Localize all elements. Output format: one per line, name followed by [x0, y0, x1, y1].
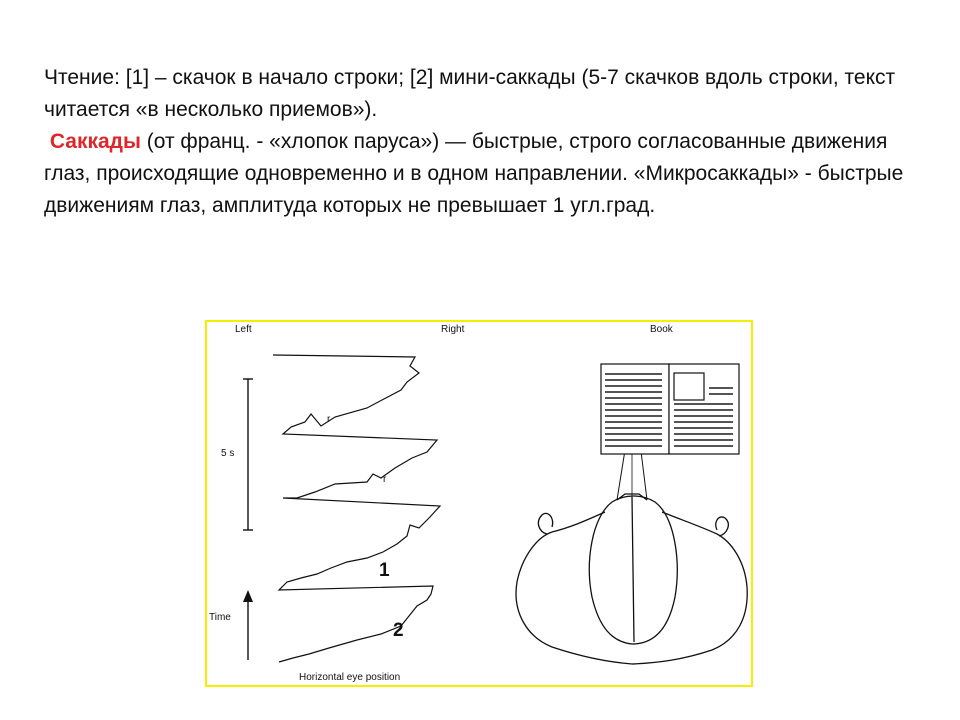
label-book: Book: [650, 324, 673, 335]
saccades-paragraph: [44, 126, 924, 222]
label-time: Time: [209, 612, 231, 623]
label-r-upper: r: [327, 414, 331, 425]
label-right: Right: [441, 324, 465, 335]
label-r-lower: r: [383, 474, 387, 485]
label-left: Left: [235, 324, 252, 335]
reading-paragraph: [44, 62, 924, 126]
eye-trace-line: [273, 355, 440, 662]
marker-one: 1: [379, 560, 390, 581]
head-icon: [516, 494, 747, 664]
time-arrow-head-icon: [243, 590, 253, 602]
eye-movement-drawing: [207, 322, 751, 685]
marker-two: 2: [393, 620, 404, 641]
saccades-definition: (от франц. - «хлопок паруса») — быстрые, строго согласованные движения глаз, происходящие одновременно и в одном направлении. «Микросаккады» - быстрые движениям глаз, амплитуда которых не превышает 1 угл.град.: [44, 130, 904, 217]
label-five-seconds: 5 s: [221, 448, 235, 459]
eye-movement-figure: [205, 320, 753, 687]
reading-text: Чтение: [1] – скачок в начало строки; [2] мини-саккады (5-7 скачков вдоль строки, текст читается «в несколько приемов»).: [44, 66, 896, 121]
saccades-term: Саккады: [49, 130, 141, 153]
text-block: [44, 62, 924, 222]
label-horizontal-eye-position: Horizontal eye position: [299, 672, 401, 683]
book-icon: [601, 364, 739, 454]
